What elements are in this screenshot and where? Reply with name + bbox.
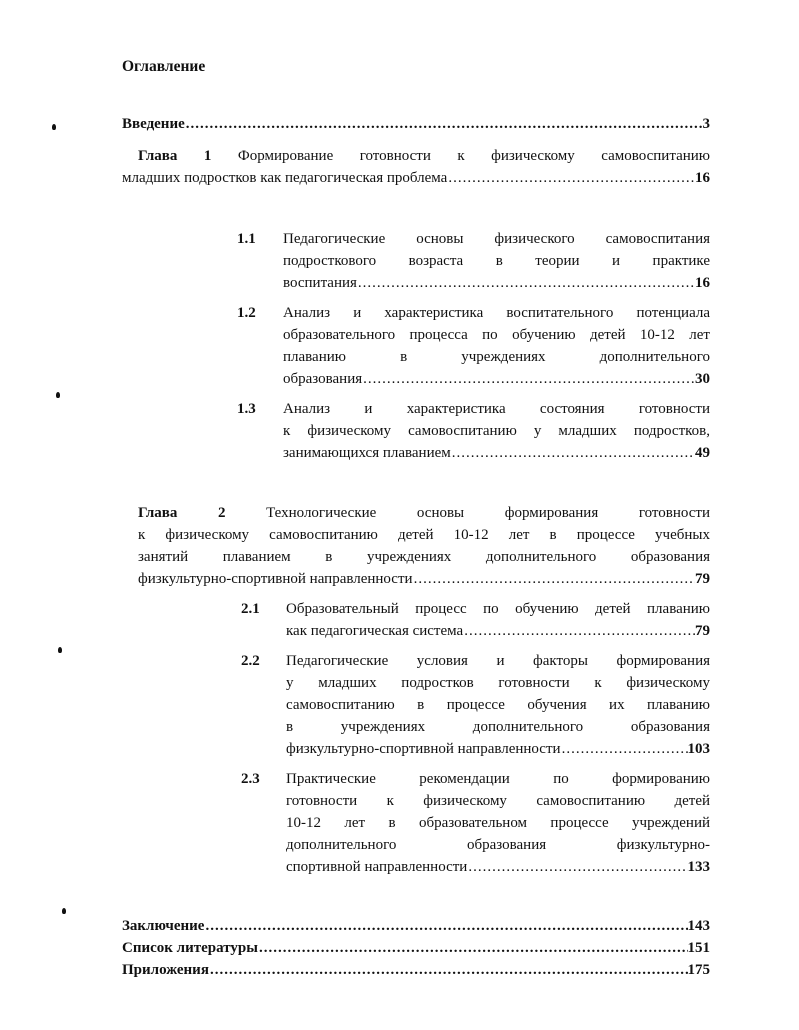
margin-mark <box>56 392 60 398</box>
section-page: 49 <box>695 445 710 461</box>
chapter1-title: Формирование готовности к физическому самовоспитанию <box>211 148 710 164</box>
section-last-line <box>286 856 710 878</box>
entry-label: Введение <box>122 116 185 132</box>
leader-dots <box>204 915 687 937</box>
section-last-line <box>283 368 710 390</box>
section-line: Образовательный процесс по обучению детей плаванию <box>286 601 710 617</box>
section-line: готовности к физическому самовоспитанию детей <box>286 793 710 809</box>
section-line: образовательного процесса по обучению детей 10-12 лет <box>283 327 710 343</box>
entry-label: Заключение <box>122 918 205 934</box>
toc-entry-conclusion <box>122 915 710 937</box>
chapter2-title-line: к физическому самовоспитанию детей 10-12 лет в процессе учебных <box>138 527 710 543</box>
toc-entry-appendix <box>122 959 710 981</box>
leader-dots <box>362 368 695 390</box>
toc-title: Оглавление <box>122 58 206 75</box>
chapter2-title-line: занятий плаванием в учреждениях дополнительного образования <box>138 549 710 565</box>
section-page: 79 <box>695 623 710 639</box>
section-line: подросткового возраста в теории и практике <box>283 253 710 269</box>
section-number: 2.2 <box>241 653 260 669</box>
section-line: у младших подростков готовности к физическому <box>286 675 710 691</box>
chapter1-heading-line <box>138 145 710 167</box>
section-number: 2.3 <box>241 771 260 787</box>
section-page: 103 <box>687 741 710 757</box>
leader-dots <box>209 959 688 981</box>
entry-page: 3 <box>702 116 710 132</box>
chapter2-title-end: физкультурно-спортивной направленности <box>138 571 413 587</box>
section-line: в учреждениях дополнительного образования <box>286 719 710 735</box>
section-last-line <box>283 272 710 294</box>
leader-dots <box>561 738 688 760</box>
section-line: самовоспитанию в процессе обучения их плаванию <box>286 697 710 713</box>
section-last-line <box>286 620 710 642</box>
section-last-line <box>286 738 710 760</box>
chapter1-title-cont: младших подростков как педагогическая проблема <box>122 170 448 186</box>
chapter2-heading-line <box>138 502 710 524</box>
chapter2-last-line <box>138 568 710 590</box>
toc-entry-references <box>122 937 710 959</box>
section-number: 1.2 <box>237 305 256 321</box>
section-title-end: как педагогическая система <box>286 623 464 639</box>
section-title-end: воспитания <box>283 275 357 291</box>
section-number: 2.1 <box>241 601 260 617</box>
margin-mark <box>58 647 62 653</box>
section-title-end: образования <box>283 371 363 387</box>
leader-dots <box>451 442 695 464</box>
toc-entry-intro <box>122 113 710 135</box>
section-number: 1.3 <box>237 401 256 417</box>
section-line: Педагогические условия и факторы формирования <box>286 653 710 669</box>
chapter1-prefix: Глава 1 <box>138 148 212 164</box>
entry-label: Список литературы <box>122 940 258 956</box>
section-line: к физическому самовоспитанию у младших подростков, <box>283 423 710 439</box>
entry-page: 151 <box>687 940 710 956</box>
section-line: Практические рекомендации по формированию <box>286 771 710 787</box>
section-line: дополнительного образования физкультурно- <box>286 837 710 853</box>
leader-dots <box>258 937 688 959</box>
section-title-end: занимающихся плаванием <box>283 445 451 461</box>
leader-dots <box>185 113 703 135</box>
section-page: 30 <box>695 371 710 387</box>
section-line: Анализ и характеристика состояния готовности <box>283 401 710 417</box>
leader-dots <box>413 568 695 590</box>
chapter2-page: 79 <box>695 571 710 587</box>
section-title-end: физкультурно-спортивной направленности <box>286 741 561 757</box>
section-page: 133 <box>687 859 710 875</box>
leader-dots <box>463 620 695 642</box>
chapter1-page: 16 <box>695 170 710 186</box>
leader-dots <box>467 856 687 878</box>
section-number: 1.1 <box>237 231 256 247</box>
entry-page: 175 <box>687 962 710 978</box>
entry-page: 143 <box>687 918 710 934</box>
leader-dots <box>447 167 695 189</box>
margin-mark <box>52 124 56 130</box>
chapter2-title: Технологические основы формирования готовности <box>266 505 710 521</box>
section-line: плаванию в учреждениях дополнительного <box>283 349 710 365</box>
chapter1-last-line <box>122 167 710 189</box>
section-line: 10-12 лет в образовательном процессе учреждений <box>286 815 710 831</box>
section-page: 16 <box>695 275 710 291</box>
section-last-line <box>283 442 710 464</box>
margin-mark <box>62 908 66 914</box>
entry-label: Приложения <box>122 962 209 978</box>
section-line: Анализ и характеристика воспитательного потенциала <box>283 305 710 321</box>
leader-dots <box>357 272 695 294</box>
chapter2-prefix: Глава 2 <box>138 505 226 521</box>
section-line: Педагогические основы физического самовоспитания <box>283 231 710 247</box>
section-title-end: спортивной направленности <box>286 859 468 875</box>
